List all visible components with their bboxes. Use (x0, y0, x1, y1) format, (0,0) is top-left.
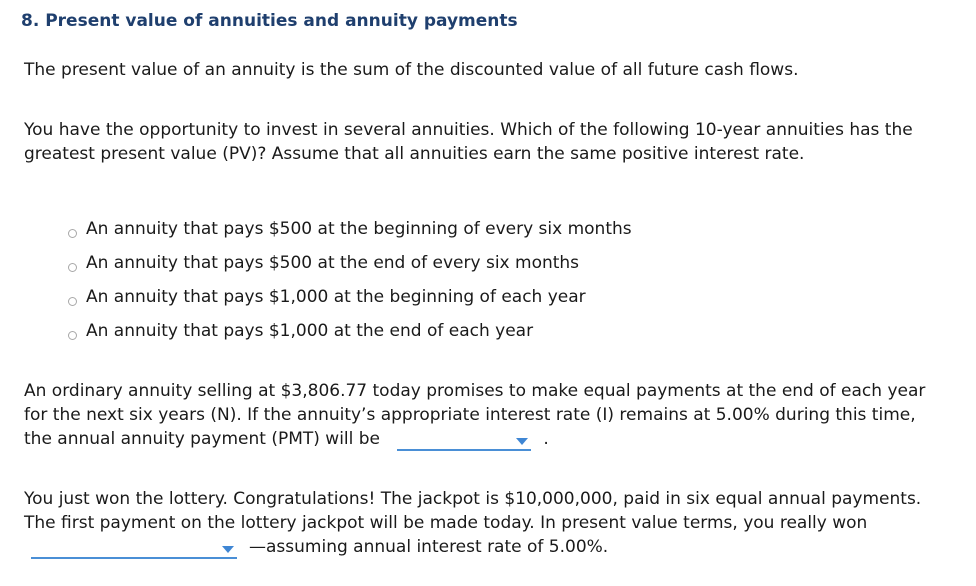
pv-dropdown[interactable] (31, 541, 237, 559)
option-4[interactable] (68, 314, 632, 348)
question-3-text: You just won the lottery. Congratulations! The jackpot is $10,000,000, paid in six equal annual payments. The first payment on the lottery jackpot will be made today. In present value terms, you really won (24, 489, 922, 533)
question-3 (24, 487, 944, 559)
option-1[interactable] (68, 212, 632, 246)
option-label[interactable]: An annuity that pays $500 at the beginning of every six months (86, 219, 632, 239)
question-2-text: An ordinary annuity selling at $3,806.77 today promises to make equal payments at the end of each year for the next six years (N). If the annuity’s appropriate interest rate (I) remains at 5.00% during this time, the annual annuity payment (PMT) will be (24, 381, 926, 449)
chevron-down-icon[interactable] (516, 438, 528, 445)
pmt-dropdown[interactable] (397, 433, 531, 451)
page-title: 8. Present value of annuities and annuity payments (21, 11, 518, 31)
radio-button[interactable] (68, 331, 77, 340)
radio-button[interactable] (68, 297, 77, 306)
question-1-text: You have the opportunity to invest in several annuities. Which of the following 10-year annuities has the greatest present value (PV)? Assume that all annuities earn the same positive interest rate. (24, 120, 913, 164)
radio-button[interactable] (68, 263, 77, 272)
option-label[interactable]: An annuity that pays $1,000 at the beginning of each year (86, 287, 586, 307)
sentence-end: —assuming annual interest rate of 5.00%. (249, 537, 609, 557)
option-label[interactable]: An annuity that pays $500 at the end of every six months (86, 253, 580, 273)
question-2 (24, 379, 944, 451)
option-label[interactable]: An annuity that pays $1,000 at the end of each year (86, 321, 534, 341)
intro-text: The present value of an annuity is the sum of the discounted value of all future cash flows. (24, 60, 799, 80)
radio-button[interactable] (68, 229, 77, 238)
sentence-end: . (543, 429, 549, 449)
option-2[interactable] (68, 246, 632, 280)
annuity-options (68, 212, 632, 348)
option-3[interactable] (68, 280, 632, 314)
chevron-down-icon[interactable] (222, 546, 234, 553)
